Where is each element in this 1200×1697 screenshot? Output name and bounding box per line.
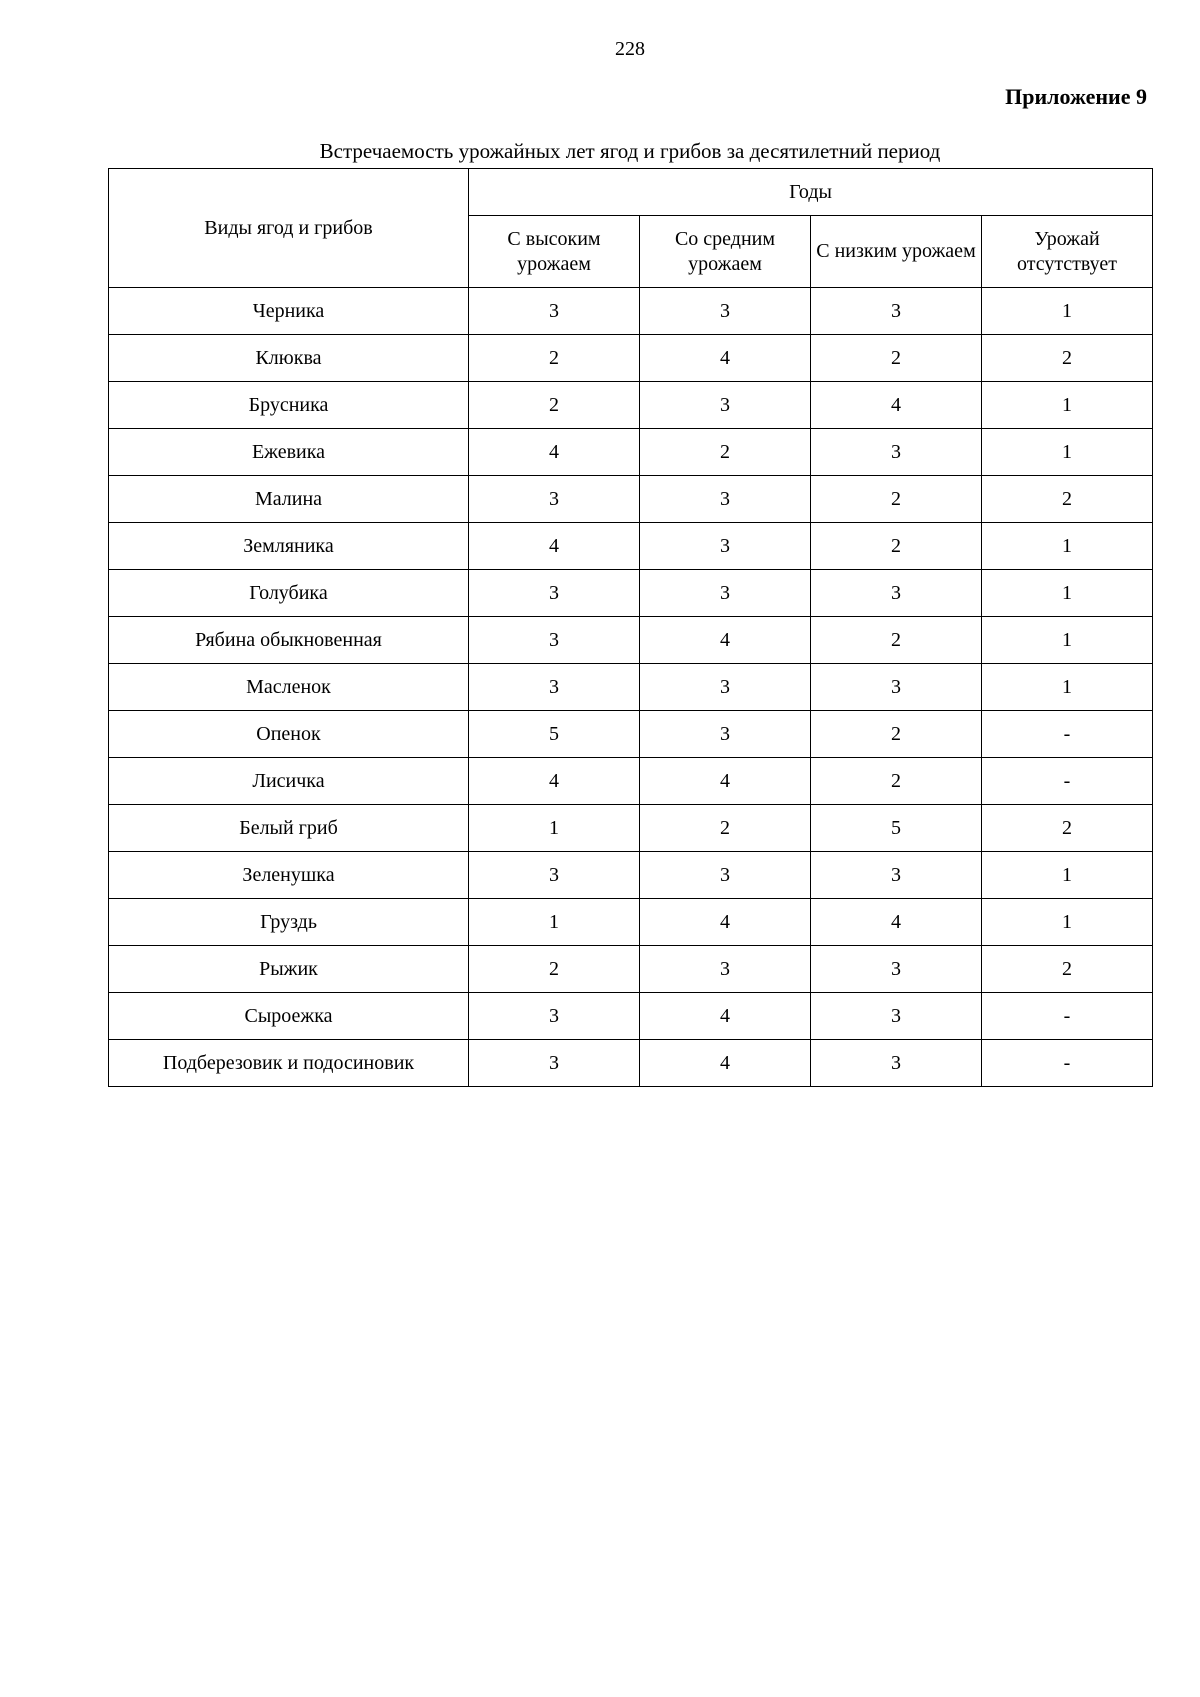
value-cell: - [982,758,1153,805]
value-cell: 5 [811,805,982,852]
table-row [109,993,1153,1040]
table-row [109,617,1153,664]
species-name-cell: Ежевика [109,429,469,476]
species-column-header: Виды ягод и грибов [109,169,469,288]
species-name-cell: Груздь [109,899,469,946]
value-cell: 3 [811,664,982,711]
value-cell: 1 [469,899,640,946]
value-cell: 3 [811,946,982,993]
value-cell: 2 [469,335,640,382]
value-cell: 3 [469,993,640,1040]
value-cell: 3 [469,852,640,899]
value-cell: 4 [811,899,982,946]
species-name-cell: Голубика [109,570,469,617]
appendix-label: Приложение 9 [1005,84,1147,109]
species-name-cell: Земляника [109,523,469,570]
table-row [109,805,1153,852]
value-cell: 1 [982,429,1153,476]
value-cell: 2 [640,805,811,852]
table-row [109,946,1153,993]
table-row [109,899,1153,946]
column-header-none: Урожай отсутствует [982,216,1153,288]
value-cell: 4 [640,758,811,805]
column-header-low: С низким урожаем [811,216,982,288]
value-cell: 2 [811,617,982,664]
value-cell: 3 [811,993,982,1040]
harvest-table [108,168,1153,1087]
table-row [109,288,1153,335]
value-cell: 4 [640,993,811,1040]
page-number: 228 [615,38,645,60]
value-cell: 3 [640,570,811,617]
value-cell: 2 [811,476,982,523]
value-cell: 2 [982,335,1153,382]
value-cell: 1 [982,523,1153,570]
species-name-cell: Белый гриб [109,805,469,852]
value-cell: 2 [469,946,640,993]
value-cell: 2 [811,523,982,570]
value-cell: 2 [469,382,640,429]
value-cell: 3 [469,664,640,711]
value-cell: 3 [811,852,982,899]
value-cell: 5 [469,711,640,758]
table-title: Встречаемость урожайных лет ягод и грибов за десятилетний период [319,139,941,163]
table-row [109,852,1153,899]
value-cell: 4 [469,429,640,476]
species-name-cell: Рябина обыкновенная [109,617,469,664]
species-name-cell: Зеленушка [109,852,469,899]
value-cell: - [982,993,1153,1040]
species-name-cell: Рыжик [109,946,469,993]
column-header-medium: Со средним урожаем [640,216,811,288]
value-cell: 3 [811,288,982,335]
value-cell: 3 [640,711,811,758]
value-cell: 3 [469,617,640,664]
table-body [109,288,1153,1087]
table-row [109,758,1153,805]
value-cell: 3 [469,288,640,335]
years-group-header: Годы [469,169,1153,216]
value-cell: - [982,711,1153,758]
species-name-cell: Подберезовик и подосиновик [109,1040,469,1087]
value-cell: 1 [982,570,1153,617]
value-cell: 1 [982,288,1153,335]
value-cell: 3 [469,476,640,523]
value-cell: 1 [982,382,1153,429]
value-cell: 2 [811,758,982,805]
value-cell: 3 [640,288,811,335]
value-cell: 3 [640,476,811,523]
value-cell: 4 [811,382,982,429]
value-cell: 3 [640,382,811,429]
table-row [109,429,1153,476]
species-name-cell: Лисичка [109,758,469,805]
value-cell: 2 [640,429,811,476]
value-cell: 3 [640,523,811,570]
value-cell: 3 [811,1040,982,1087]
value-cell: 3 [640,664,811,711]
value-cell: 4 [469,758,640,805]
value-cell: 2 [811,335,982,382]
table-row [109,664,1153,711]
value-cell: 1 [982,617,1153,664]
value-cell: 1 [982,899,1153,946]
value-cell: 4 [469,523,640,570]
value-cell: 1 [982,664,1153,711]
value-cell: 4 [640,335,811,382]
species-name-cell: Черника [109,288,469,335]
value-cell: 4 [640,899,811,946]
species-name-cell: Малина [109,476,469,523]
column-header-high: С высоким урожаем [469,216,640,288]
species-name-cell: Клюква [109,335,469,382]
value-cell: 1 [469,805,640,852]
table-row [109,476,1153,523]
value-cell: 1 [982,852,1153,899]
table-row [109,382,1153,429]
table-row [109,711,1153,758]
value-cell: 3 [811,570,982,617]
value-cell: 3 [811,429,982,476]
value-cell: 2 [982,476,1153,523]
value-cell: 3 [640,946,811,993]
value-cell: 4 [640,1040,811,1087]
value-cell: 2 [982,946,1153,993]
table-row [109,335,1153,382]
table-row [109,1040,1153,1087]
species-name-cell: Опенок [109,711,469,758]
species-name-cell: Сыроежка [109,993,469,1040]
table-row [109,523,1153,570]
value-cell: 3 [640,852,811,899]
species-name-cell: Брусника [109,382,469,429]
table-row [109,570,1153,617]
value-cell: 4 [640,617,811,664]
value-cell: - [982,1040,1153,1087]
value-cell: 3 [469,570,640,617]
value-cell: 3 [469,1040,640,1087]
value-cell: 2 [982,805,1153,852]
species-name-cell: Масленок [109,664,469,711]
value-cell: 2 [811,711,982,758]
